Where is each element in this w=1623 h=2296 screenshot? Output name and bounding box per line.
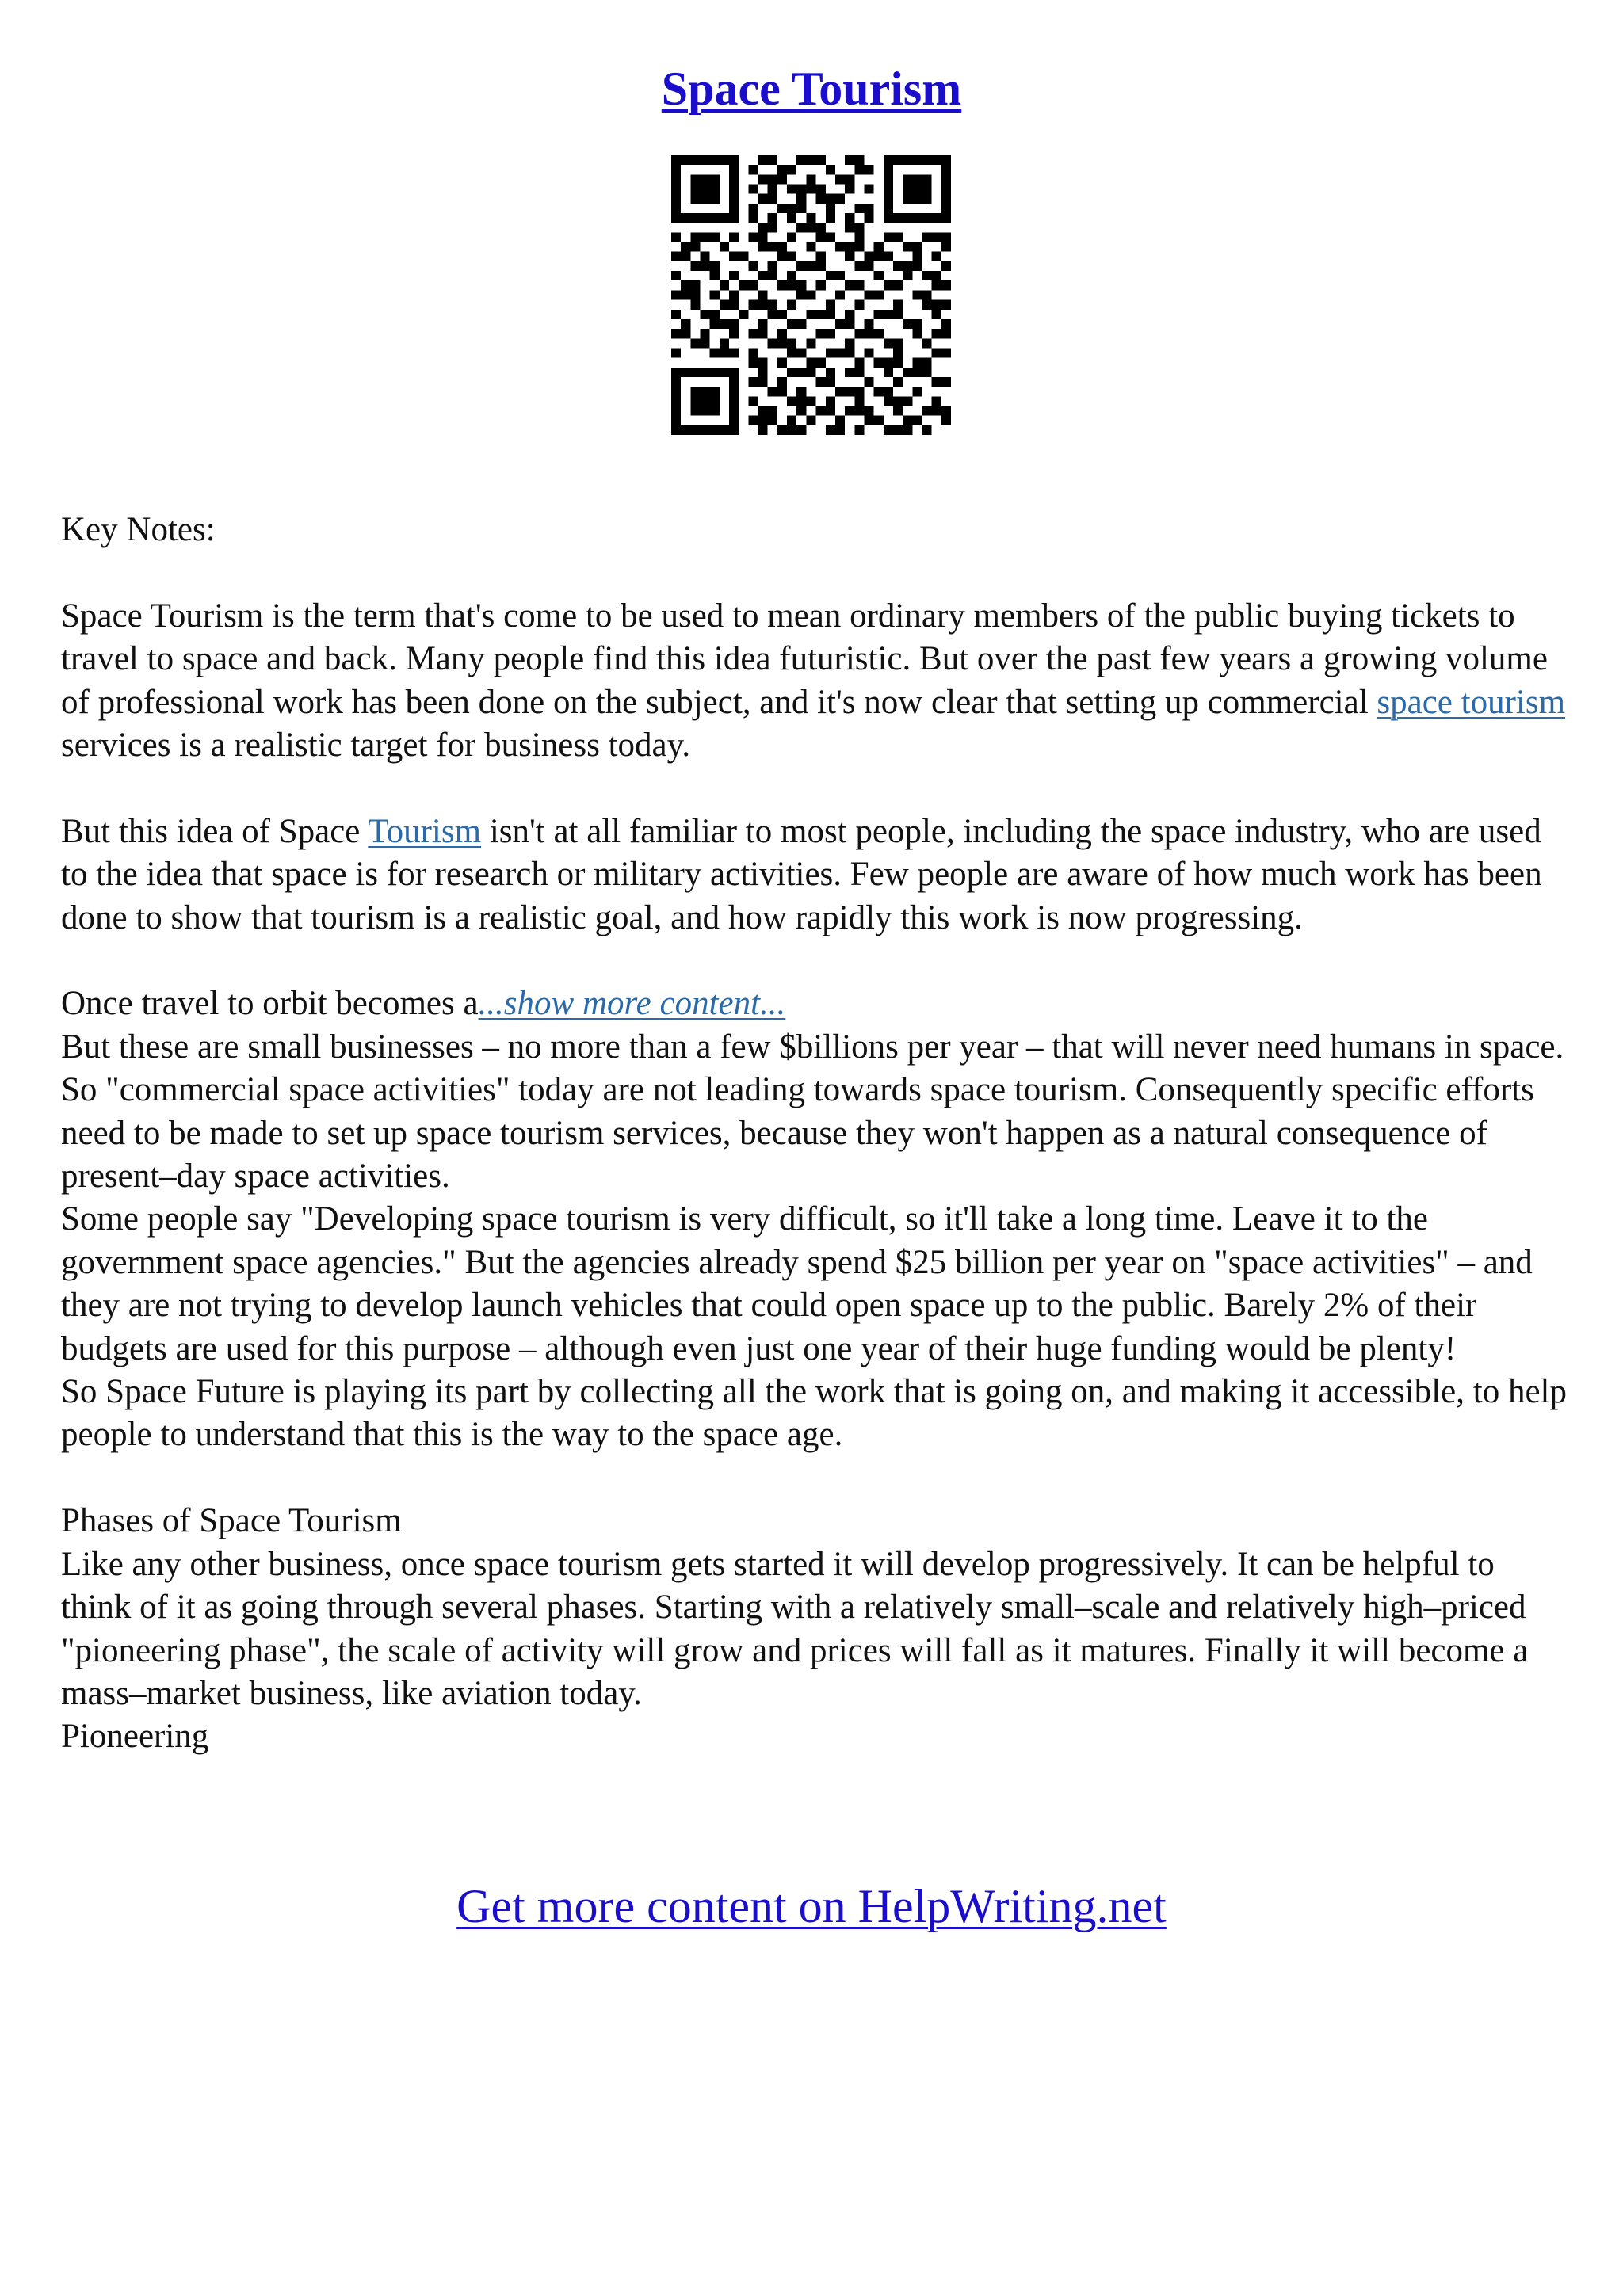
show-more-link[interactable]: ...show more content... (478, 985, 786, 1023)
space-future-paragraph: So Space Future is playing its part by collecting all the work that is going on, and making it accessible, to help people to understand that this is the way to the space age. (61, 1373, 1567, 1454)
paragraph-gap (61, 1457, 1567, 1500)
intro-paragraph (61, 595, 1567, 768)
title-link[interactable]: Space Tourism (661, 63, 962, 115)
paragraph-gap (61, 767, 1567, 810)
qr-code-icon (671, 155, 951, 435)
page-title (0, 57, 1623, 120)
pioneering-label: Pioneering (61, 1718, 209, 1756)
agencies-paragraph: Some people say "Developing space tourism is very difficult, so it'll take a long time. Leave it to the government space agencies." But the agencies already spend $25 billion per year on "space activities" – and they are not trying to develop launch vehicles that could open space up to the public. Barely 2% of their budgets are used for this purpose – although even just one year of their huge funding would be plenty! (61, 1200, 1533, 1367)
phases-paragraph: Like any other business, once space tourism gets started it will develop progressively. It can be helpful to think of it as going through several phases. Starting with a relatively small–scale and relatively high–priced "pioneering phase", the scale of activity will grow and prices will fall as it matures. Finally it will become a mass–market business, like aviation today. (61, 1545, 1529, 1712)
orbit-paragraph (61, 982, 1567, 1025)
small-businesses-paragraph: But these are small businesses – no more than a few $billions per year – that will never need humans in space. So "commercial space activities" today are not leading towards space tourism. Consequently specific efforts need to be made to set up space tourism services, because they won't happen as a natural consequence of present–day space activities. (61, 1028, 1564, 1196)
get-more-content-link[interactable]: Get more content on HelpWriting.net (456, 1880, 1167, 1932)
familiarity-text-before: But this idea of Space (61, 812, 369, 850)
intro-text-before: Space Tourism is the term that's come to be used to mean ordinary members of the public buying tickets to travel to space and back. Many people find this idea futuristic. But over the past few years a growing volume of professional work has been done on the subject, and it's now clear that setting up commercial (61, 597, 1548, 721)
intro-text-after: services is a realistic target for business today. (61, 727, 691, 765)
phases-heading: Phases of Space Tourism (61, 1502, 402, 1540)
familiarity-text-after: isn't at all familiar to most people, including the space industry, who are used to the idea that space is for research or military activities. Few people are aware of how much work has been done to show that tourism is a realistic goal, and how rapidly this work is now progressing. (61, 812, 1542, 936)
footer (0, 1875, 1623, 1938)
key-notes-heading: Key Notes: (61, 511, 216, 548)
familiarity-paragraph (61, 810, 1567, 940)
orbit-text: Once travel to orbit becomes a (61, 985, 479, 1023)
paragraph-gap (61, 551, 1567, 594)
space-tourism-link[interactable]: space tourism (1377, 683, 1566, 721)
tourism-link[interactable]: Tourism (368, 812, 482, 850)
article-body (61, 509, 1567, 1759)
paragraph-gap (61, 940, 1567, 982)
